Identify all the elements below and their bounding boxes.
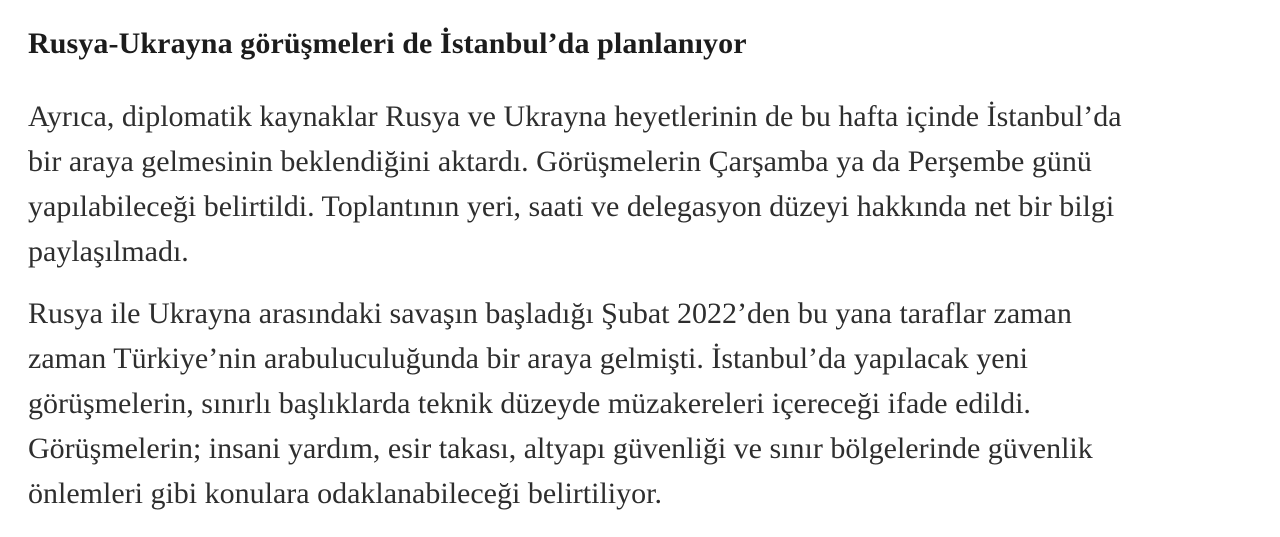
paragraph-2-line-1: Rusya ile Ukrayna arasındaki savaşın başladığı Şubat 2022’den bu yana taraflar zaman [28, 297, 1072, 330]
article-paragraph-1 [28, 94, 1252, 274]
paragraph-1-line-3: yapılabileceği belirtildi. Toplantının yeri, saati ve delegasyon düzeyi hakkında net bir bilgi [28, 190, 1115, 223]
paragraph-2-line-3: görüşmelerin, sınırlı başlıklarda teknik düzeyde müzakereleri içereceği ifade edildi. [28, 387, 1031, 420]
paragraph-2-line-2: zaman Türkiye’nin arabuluculuğunda bir araya gelmişti. İstanbul’da yapılacak yeni [28, 342, 1028, 375]
paragraph-1-line-1: Ayrıca, diplomatik kaynaklar Rusya ve Ukrayna heyetlerinin de bu hafta içinde İstanbul’da [28, 100, 1122, 133]
paragraph-2-line-4: Görüşmelerin; insani yardım, esir takası, altyapı güvenliği ve sınır bölgelerinde güvenlik [28, 432, 1093, 465]
paragraph-2-line-5: önlemleri gibi konulara odaklanabileceği belirtiliyor. [28, 477, 662, 510]
paragraph-1-line-4: paylaşılmadı. [28, 235, 189, 268]
article-headline: Rusya-Ukrayna görüşmeleri de İstanbul’da planlanıyor [28, 27, 747, 60]
article-paragraph-2 [28, 291, 1252, 516]
paragraph-1-line-2: bir araya gelmesinin beklendiğini aktardı. Görüşmelerin Çarşamba ya da Perşembe günü [28, 145, 1092, 178]
